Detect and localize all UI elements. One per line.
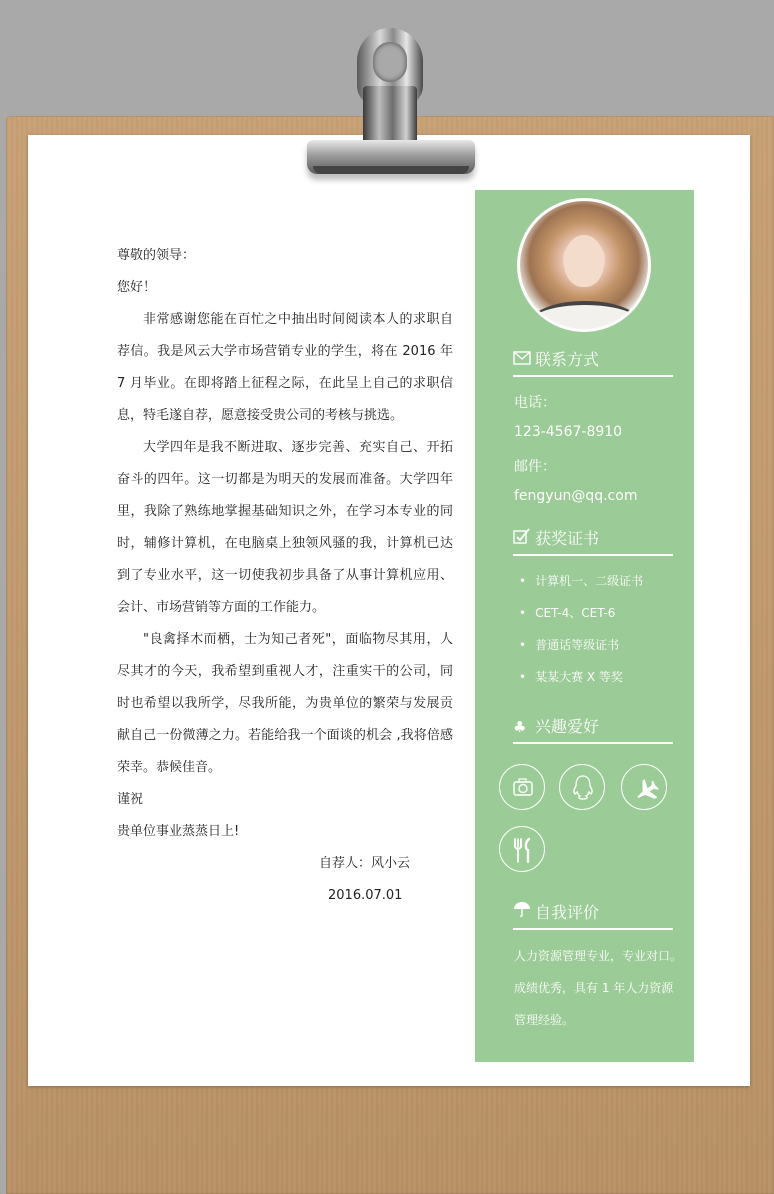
contact-section-title: 联系方式 bbox=[513, 347, 673, 377]
closing-wish: 谨祝 bbox=[117, 792, 144, 807]
resume-sidebar bbox=[475, 190, 694, 1062]
evaluation-line: 管理经验。 bbox=[514, 1013, 575, 1027]
email-address: fengyun@qq.com bbox=[514, 488, 638, 504]
phone-number: 123-4567-8910 bbox=[514, 424, 623, 440]
avatar bbox=[517, 198, 651, 332]
awards-section-title: 获奖证书 bbox=[513, 526, 673, 556]
evaluation-section-title: 自我评价 bbox=[513, 900, 673, 930]
award-item: • 某某大赛 X 等奖 bbox=[519, 668, 623, 685]
camera-icon bbox=[499, 764, 545, 810]
evaluation-line: 成绩优秀，具有 1 年人力资源 bbox=[514, 981, 674, 995]
closing-blessing: 贵单位事业蒸蒸日上! bbox=[117, 824, 240, 839]
greeting: 您好！ bbox=[117, 280, 157, 295]
cover-letter bbox=[117, 240, 453, 912]
checkbox-icon bbox=[513, 526, 535, 552]
hobbies-section-title: ♣ 兴趣爱好 bbox=[513, 714, 673, 744]
airplane-icon bbox=[621, 764, 667, 810]
envelope-icon bbox=[513, 347, 535, 373]
award-item: • CET-4、CET-6 bbox=[519, 604, 615, 621]
evaluation-line: 人力资源管理专业，专业对口。 bbox=[514, 949, 683, 963]
signature: 自荐人：风小云 bbox=[319, 856, 411, 871]
award-item: • 普通话等级证书 bbox=[519, 636, 619, 653]
phone-label: 电话： bbox=[514, 395, 556, 411]
award-item: • 计算机一、二级证书 bbox=[519, 572, 643, 589]
qq-icon bbox=[559, 764, 605, 810]
email-label: 邮件： bbox=[514, 459, 556, 475]
letter-paragraph-2: 大学四年是我不断进取、逐步完善、充实自己、开拓奋斗的四年。这一切都是为明天的发展而准备。大学四年里，我除了熟练地掌握基础知识之外，在学习本专业的同时，辅修计算机，在电脑桌上独领风骚的我，计算机已达到了专业水平，这一切使我初步具备了从事计算机应用、会计、市场营销等方面的工作能力。 bbox=[117, 440, 453, 615]
salutation: 尊敬的领导： bbox=[117, 248, 196, 263]
letter-date: 2016.07.01 bbox=[328, 888, 403, 903]
fork-knife-icon bbox=[499, 826, 545, 872]
umbrella-icon bbox=[513, 900, 535, 926]
binder-clip bbox=[305, 28, 475, 178]
letter-paragraph-3: "良禽择木而栖，士为知己者死"，面临物尽其用，人尽其才的今天，我希望到重视人才，注重实干的公司，同时也希望以我所学，尽我所能，为贵单位的繁荣与发展贡献自己一份微薄之力。若能给我一个面谈的机会 ,我将倍感荣幸。恭候佳音。 bbox=[117, 632, 453, 775]
letter-paragraph-1: 非常感谢您能在百忙之中抽出时间阅读本人的求职自荐信。我是风云大学市场营销专业的学生，将在 2016 年 7 月毕业。在即将踏上征程之际，在此呈上自己的求职信息，特毛遂自荐，愿意接受贵公司的考核与挑选。 bbox=[117, 312, 453, 423]
club-icon: ♣ bbox=[513, 718, 527, 736]
